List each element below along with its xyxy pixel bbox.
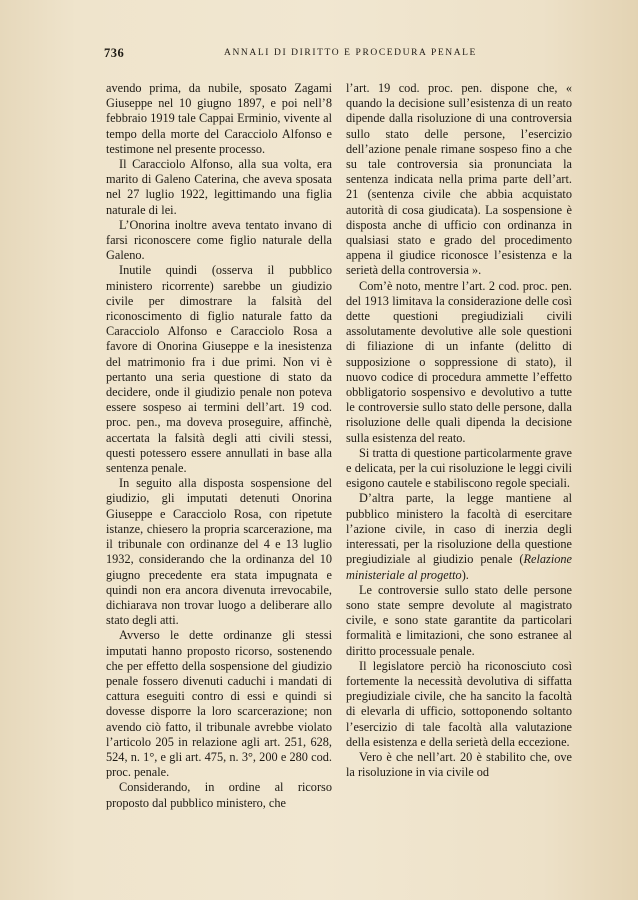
paragraph: Si tratta di questione particolarmente grave e delicata, per la cui risoluzione le leggi civili esigono cautele e stabiliscono regole speciali. [346,445,572,491]
paragraph: In seguito alla disposta sospensione del giudizio, gli imputati detenuti Onorina Giuseppe e Caracciolo Rosa, con ripetute istanze, chiesero la propria scarcerazione, ma il tribunale con ordinanze del 4 e 13 luglio 1932, considerando che la ordinanza del 10 giugno precedente era stata impugnata e quindi non era ancora divenuta irrevocabile, dichiarava non trovar luogo a deliberare allo stato degli atti. [106,476,332,628]
right-column [346,81,572,801]
paragraph-text: ). [461,567,469,582]
paragraph: Vero è che nell’art. 20 è stabilito che, ove la risoluzione in via civile od [346,749,572,780]
running-title: ANNALI DI DIRITTO E PROCEDURA PENALE [224,48,477,58]
paragraph: Il Caracciolo Alfonso, alla sua volta, era marito di Galeno Caterina, che aveva sposata nel 27 luglio 1922, legittimando una figlia naturale di lei. [106,157,332,217]
paragraph [346,491,572,582]
paragraph: Considerando, in ordine al ricorso proposto dal pubblico ministero, che [106,780,332,810]
paragraph: avendo prima, da nubile, sposato Zagami Giuseppe nel 10 giugno 1897, e poi nell’8 febbraio 1919 tale Cappai Erminio, vivente al tempo della morte del Caracciolo Alfonso e testimone nel presente processo. [106,81,332,156]
paragraph: Le controversie sullo stato delle persone sono state sempre devolute al magistrato civile, e sono state garantite da particolari formalità e limitazioni, che sono estranee al diritto processuale penale. [346,582,572,658]
paragraph: L’Onorina inoltre aveva tentato invano di farsi riconoscere come figlio naturale della Galeno. [106,217,332,263]
paragraph: Inutile quindi (osserva il pubblico ministero ricorrente) sarebbe un giudizio civile per dimostrare la falsità del riconoscimento di figlio naturale fatto da Caracciolo Alfonso e Caracciolo Rosa a favore di Onorina Giuseppe e la inesistenza del matrimonio fra i due primi. Non vi è pertanto una seria questione di stato da decidere, onde il giudizio penale non poteva essere sospeso ai termini dell’art. 19 cod. proc. pen., ma doveva proseguire, affinchè, accertata la falsità degli atti civili stessi, questi potessero essere annullati in base alla sentenza penale. [106,263,332,476]
paragraph-text: D’altra parte, la legge mantiene al pubblico ministero la facoltà di esercitare l’azione civile, in caso di inerzia degli interessati, per la risoluzione della questione pregiudiziale al giudizio penale ( [346,491,572,567]
citation: Relazione ministeriale al progetto [346,552,572,582]
page-number: 736 [104,46,125,60]
paragraph: Com’è noto, mentre l’art. 2 cod. proc. pen. del 1913 limitava la considerazione delle così dette questioni pregiudiziali civili assolutamente devolutive alle sole questioni di filiazione di un infante (delitto di supposizione o soppressione di stato), il nuovo codice di procedura ammette l’effetto obbligatorio sospensivo e devolutivo a tutte le controversie sullo stato delle persone, dalla risoluzione delle quali dipenda la decisione sulla esistenza del reato. [346,278,572,445]
left-column [106,81,332,810]
paragraph: l’art. 19 cod. proc. pen. dispone che, « quando la decisione sull’esistenza di un reato dipende dalla risoluzione di una controversia sullo stato delle persone, l’esercizio dell’azione penale rimane sospeso fino a che su tale controversia sia pronunciata la sentenza indicata nella prima parte dell’art. 21 (sentenza civile che abbia acquistato autorità di cosa giudicata). La sospensione è disposta anche di ufficio con ordinanza in qualsiasi stato e grado del procedimento appena il giudice riconosce l’esistenza e la serietà della controversia ». [346,81,572,278]
page-header [104,46,584,62]
paragraph: Il legislatore perciò ha riconosciuto così fortemente la necessità devolutiva di siffatta pregiudiziale civile, che ha sancito la facoltà di elevarla di ufficio, sottoponendo soltanto l’esercizio di tale facoltà alla valutazione della esistenza e della serietà della eccezione. [346,658,572,749]
paragraph: Avverso le dette ordinanze gli stessi imputati hanno proposto ricorso, sostenendo che per effetto della sospensione del giudizio penale fossero divenuti caduchi i mandati di cattura eseguiti contro di essi e quindi si dovesse disporre la loro scarcerazione; non avendo ciò fatto, il tribunale avrebbe violato l’articolo 205 in relazione agli art. 251, 628, 524, n. 1°, e gli art. 475, n. 3°, 200 e 280 cod. proc. penale. [106,628,332,780]
